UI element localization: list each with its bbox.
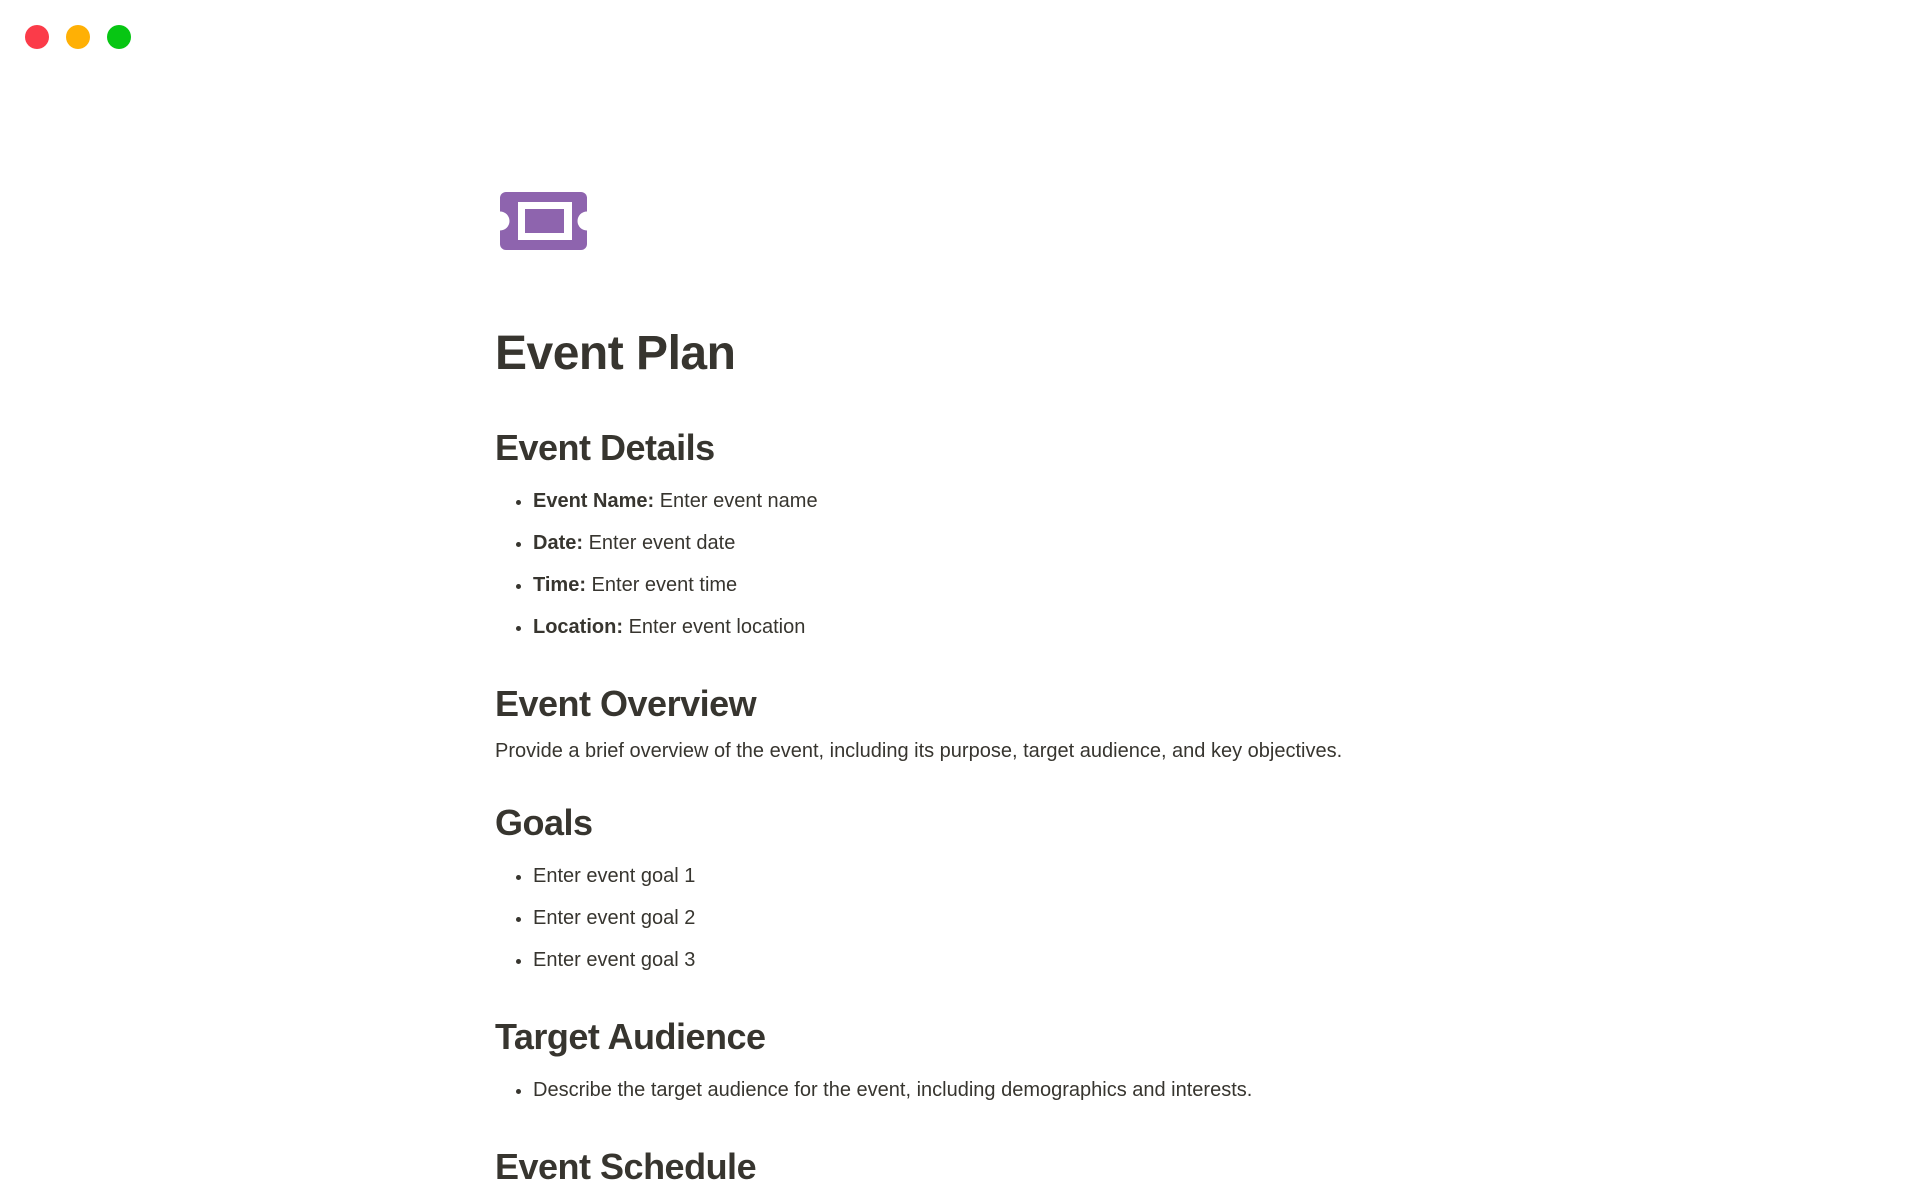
- item-text: Enter event date: [588, 531, 736, 554]
- item-text: Enter event goal 3: [533, 948, 696, 971]
- heading-event-overview: Event Overview: [495, 683, 757, 724]
- goals-list: [495, 855, 1425, 981]
- page-title: Event Plan: [495, 327, 736, 380]
- zoom-button[interactable]: [107, 25, 131, 49]
- list-item: [533, 480, 1425, 522]
- item-text: Enter event time: [591, 573, 738, 596]
- ticket-icon[interactable]: [500, 192, 587, 250]
- minimize-button[interactable]: [66, 25, 90, 49]
- close-button[interactable]: [25, 25, 49, 49]
- event-details-list: [495, 480, 1425, 648]
- item-label: Time:: [533, 573, 586, 596]
- list-item: [533, 606, 1425, 648]
- window-controls: [25, 25, 131, 49]
- item-label: Location:: [533, 615, 623, 638]
- item-label: Date:: [533, 531, 584, 554]
- item-text: Enter event goal 1: [533, 864, 696, 887]
- heading-event-schedule: Event Schedule: [495, 1146, 757, 1187]
- list-item: [533, 855, 1425, 897]
- list-item: [533, 897, 1425, 939]
- list-item: [533, 1069, 1425, 1111]
- document-page: [495, 192, 1425, 1191]
- list-item: [533, 522, 1425, 564]
- item-text: Enter event goal 2: [533, 906, 696, 929]
- list-item: [533, 939, 1425, 981]
- item-text: Enter event name: [659, 489, 818, 512]
- target-audience-list: [495, 1069, 1425, 1111]
- heading-goals: Goals: [495, 802, 593, 843]
- item-label: Event Name:: [533, 489, 655, 512]
- item-text: Enter event location: [628, 615, 806, 638]
- item-text: Describe the target audience for the event, including demographics and interests.: [533, 1078, 1253, 1101]
- heading-target-audience: Target Audience: [495, 1016, 766, 1057]
- list-item: [533, 564, 1425, 606]
- overview-paragraph: Provide a brief overview of the event, including its purpose, target audience, and key objectives.: [495, 740, 1343, 762]
- heading-event-details: Event Details: [495, 427, 715, 468]
